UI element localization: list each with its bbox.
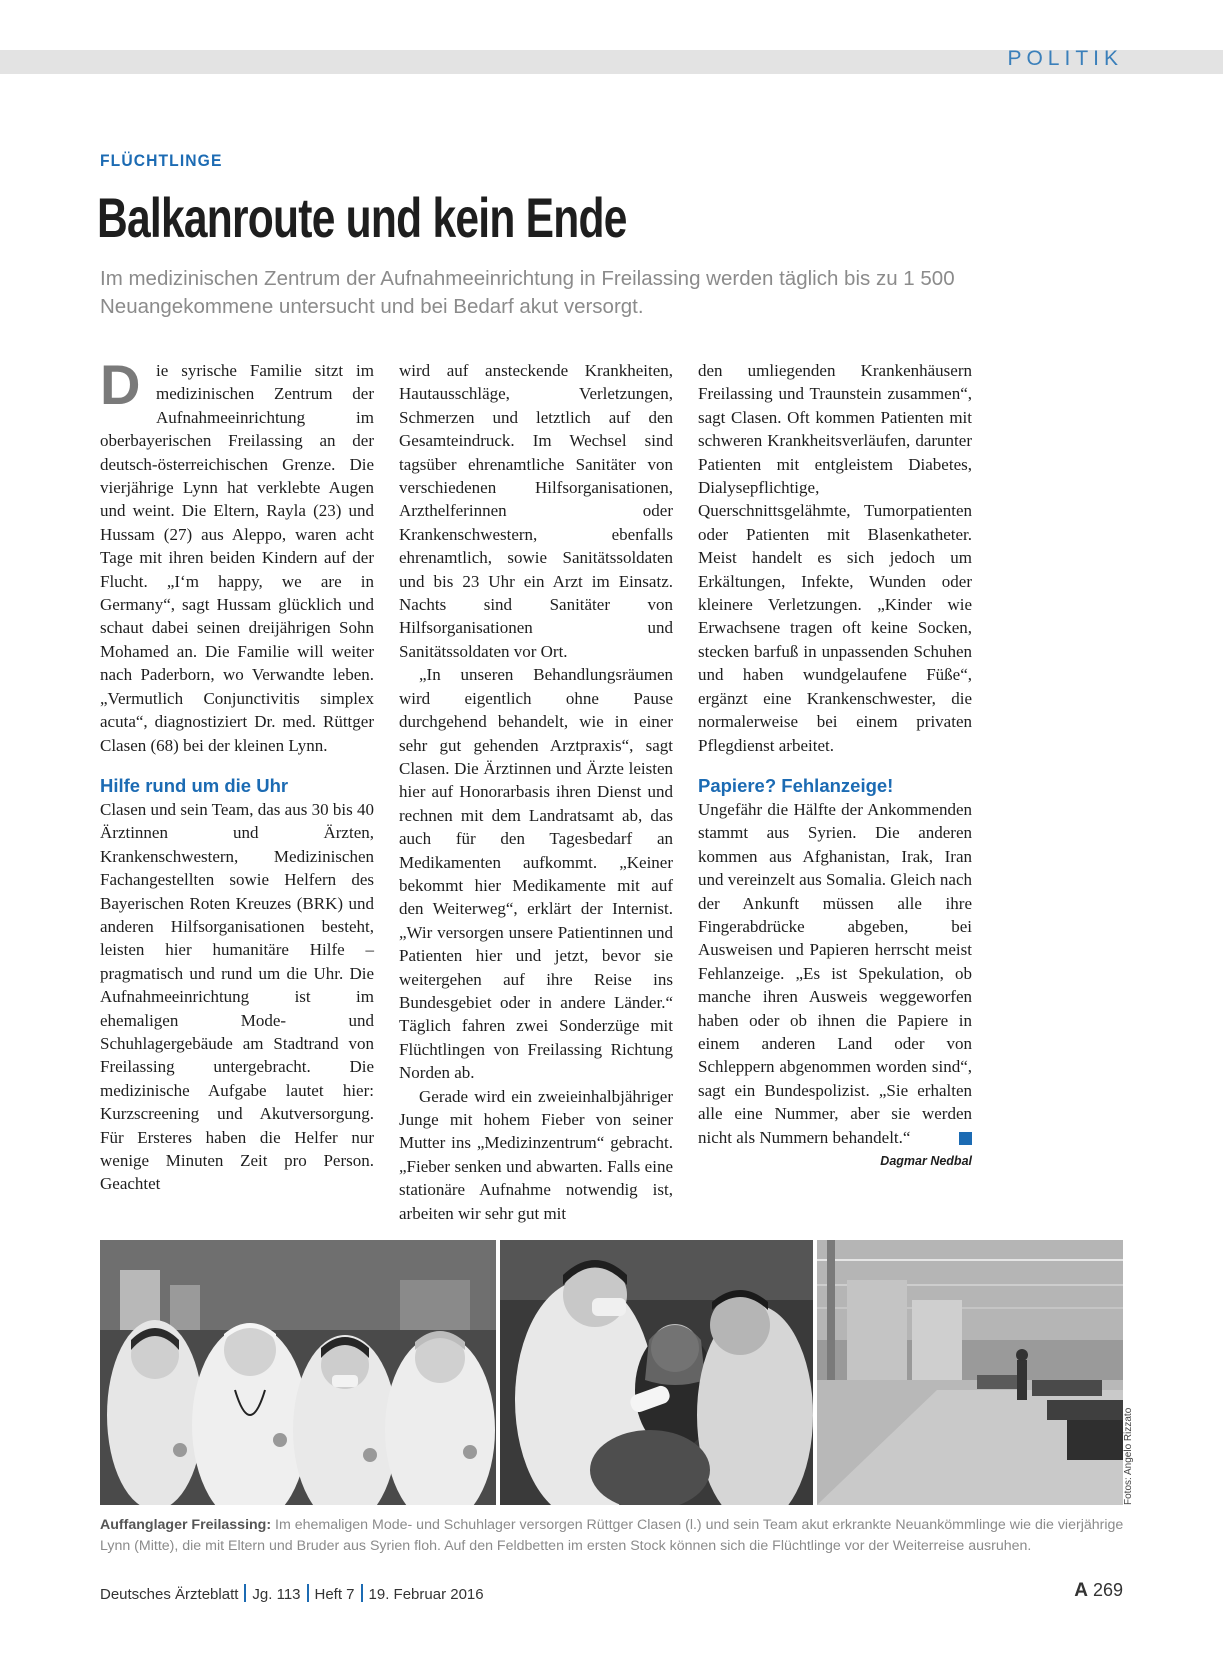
caption-text: Im ehemaligen Mode- und Schuhlager versorgen Rüttger Clasen (l.) und sein Team akut erkrankte Neuankömmlinge wie die vierjährige Lynn (Mitte), die mit Eltern und Bruder aus Syrien floh. Auf den Feldbetten im ersten Stock können sich die Flüchtlinge vor der Weiterreise ausruhen. <box>100 1517 1124 1554</box>
journal-volume: Jg. 113 <box>252 1586 301 1603</box>
article-lead: Im medizinischen Zentrum der Aufnahmeeinrichtung in Freilassing werden täglich bis zu 1 500 Neuangekommene untersucht und bei Bedarf akut versorgt. <box>100 267 955 318</box>
paragraph-text: Ungefähr die Hälfte der Ankommenden stammt aus Syrien. Die anderen kommen aus Afghanistan, Irak, Iran und vereinzelt aus Somalia. Gleich nach der Ankunft müssen alle ihre Fingerabdrücke abgeben, bei Ausweisen und Papieren herrscht meist Fehlanzeige. „Es ist Spekulation, ob manche ihren Ausweis weggeworfen haben oder ob ihnen die Papiere in einem anderen Land oder von Schleppern abgenommen worden sind“, sagt ein Bundespolizist. „Sie erhalten alle eine Nummer, aber sie werden nicht als Nummern behandelt.“ <box>698 799 972 1147</box>
page-prefix: A <box>1074 1580 1088 1601</box>
caption-title: Auffanglager Freilassing: <box>100 1517 272 1533</box>
paragraph: den umliegenden Krankenhäusern Freilassing und Traunstein zusammen“, sagt Clasen. Oft kommen Patienten mit schweren Krankheitsverläufen, darunter Patienten mit entgleistem Diabetes, Dialysepflichtige, Querschnittsgelähmte, Tumorpatienten oder Patienten mit Blasenkatheter. Meist handelt es sich jedoch um Erkältungen, Infekte, Wunden oder kleinere Verletzungen. „Kinder wie Erwachsene tragen oft keine Socken, stecken barfuß in unpassenden Schuhen und haben wundgelaufene Füße“, ergänzt eine Krankenschwester, die normalerweise bei einem privaten Pflegdienst arbeitet. <box>698 361 972 755</box>
article-column-2 <box>399 359 673 1225</box>
end-mark-icon <box>959 1132 972 1145</box>
paragraph: Clasen und sein Team, das aus 30 bis 40 Ärztinnen und Ärzten, Krankenschwestern, Medizinischen Fachangestellten sowie Helfern des Bayerischen Roten Kreuzes (BRK) und anderen Hilfsorganisationen besteht, leisten hier humanitäre Hilfe – pragmatisch und rund um die Uhr. Die Aufnahmeeinrichtung ist im ehemaligen Mode- und Schuhlagergebäude am Stadtrand von Freilassing untergebracht. Die medizinische Aufgabe lautet hier: Kurzscreening und Akutversorgung. Für Ersteres haben die Helfer nur wenige Minuten Zeit pro Person. Geachtet <box>100 799 374 1194</box>
footer-separator <box>307 1584 309 1602</box>
footer-separator <box>244 1584 246 1602</box>
photo-caption <box>100 1515 1130 1557</box>
article-column-3 <box>698 359 972 1171</box>
issue-date: 19. Februar 2016 <box>368 1586 484 1603</box>
section-label: POLITIK <box>1007 47 1123 70</box>
paragraph: ie syrische Familie sitzt im medizinischen Zentrum der Aufnahmeeinrichtung im oberbayerischen Freilassing an der deutsch-österreichischen Grenze. Die vierjährige Lynn hat verklebte Augen und weint. Die Eltern, Rayla (23) und Hussam (27) aus Aleppo, waren acht Tage mit ihren beiden Kindern auf der Flucht. „I‘m happy, we are in Germany“, sagt Hussam glücklich und schaut dabei seinen dreijährigen Sohn Mohamed an. Die Familie will weiter nach Paderborn, wo Verwandte leben. „Vermutlich Conjunctivitis simplex acuta“, diagnostiziert Dr. med. Rüttger Clasen (68) bei der kleinen Lynn. <box>100 361 374 755</box>
page-number-value: 269 <box>1092 1580 1123 1600</box>
author-byline: Dagmar Nedbal <box>880 1154 972 1168</box>
page-footer <box>100 1584 484 1603</box>
photo-medical-team <box>100 1240 496 1505</box>
article-kicker: FLÜCHTLINGE <box>100 151 223 170</box>
paragraph: „In unseren Behandlungsräumen wird eigentlich ohne Pause durchgehend behandelt, wie in einer sehr gut gehenden Arztpraxis“, sagt Clasen. Die Ärztinnen und Ärzte leisten hier auf Honorarbasis ihren Dienst und rechnen mit dem Landratsamt ab, das auch für den Tagesbedarf an Medikamenten aufkommt. „Keiner bekommt hier Medikamente mit auf den Weiterweg“, erklärt der Internist. „Wir versorgen unsere Patientinnen und Patienten hier und jetzt, bevor sie weitergehen auf ihre Reise ins Bundesgebiet oder in andere Länder.“ Täglich fahren zwei Sonderzüge mit Flüchtlingen von Freilassing Richtung Norden ab. <box>399 665 673 1083</box>
subheading: Papiere? Fehlanzeige! <box>698 774 894 796</box>
photo-treatment <box>500 1240 813 1505</box>
photo-credit: Fotos: Angelo Rizzato <box>1123 1407 1134 1505</box>
article-column-1 <box>100 353 374 1196</box>
page-number <box>1074 1580 1123 1602</box>
journal-name: Deutsches Ärzteblatt <box>100 1586 239 1603</box>
article-title: Balkanroute und kein Ende <box>97 186 627 249</box>
journal-issue: Heft 7 <box>314 1586 355 1603</box>
drop-cap: D <box>100 353 141 416</box>
subheading: Hilfe rund um die Uhr <box>100 774 289 796</box>
paragraph: Gerade wird ein zweieinhalbjähriger Junge mit hohem Fieber von seiner Mutter ins „Medizinzentrum“ gebracht. „Fieber senken und abwarten. Falls eine stationäre Aufnahme notwendig ist, arbeiten wir sehr gut mit <box>399 1086 673 1223</box>
paragraph: wird auf ansteckende Krankheiten, Hautausschläge, Verletzungen, Schmerzen und letztlich auf den Gesamteindruck. Im Wechsel sind tagsüber ehrenamtliche Sanitäter von verschiedenen Hilfsorganisationen, Arzthelferinnen oder Krankenschwestern, ebenfalls ehrenamtlich, sowie Sanitätssoldaten und bis 23 Uhr ein Arzt im Einsatz. Nachts sind Sanitäter von Hilfsorganisationen und Sanitätssoldaten vor Ort. <box>399 361 673 661</box>
paragraph <box>698 798 972 1149</box>
photo-hall-beds <box>817 1240 1123 1505</box>
footer-separator <box>361 1584 363 1602</box>
